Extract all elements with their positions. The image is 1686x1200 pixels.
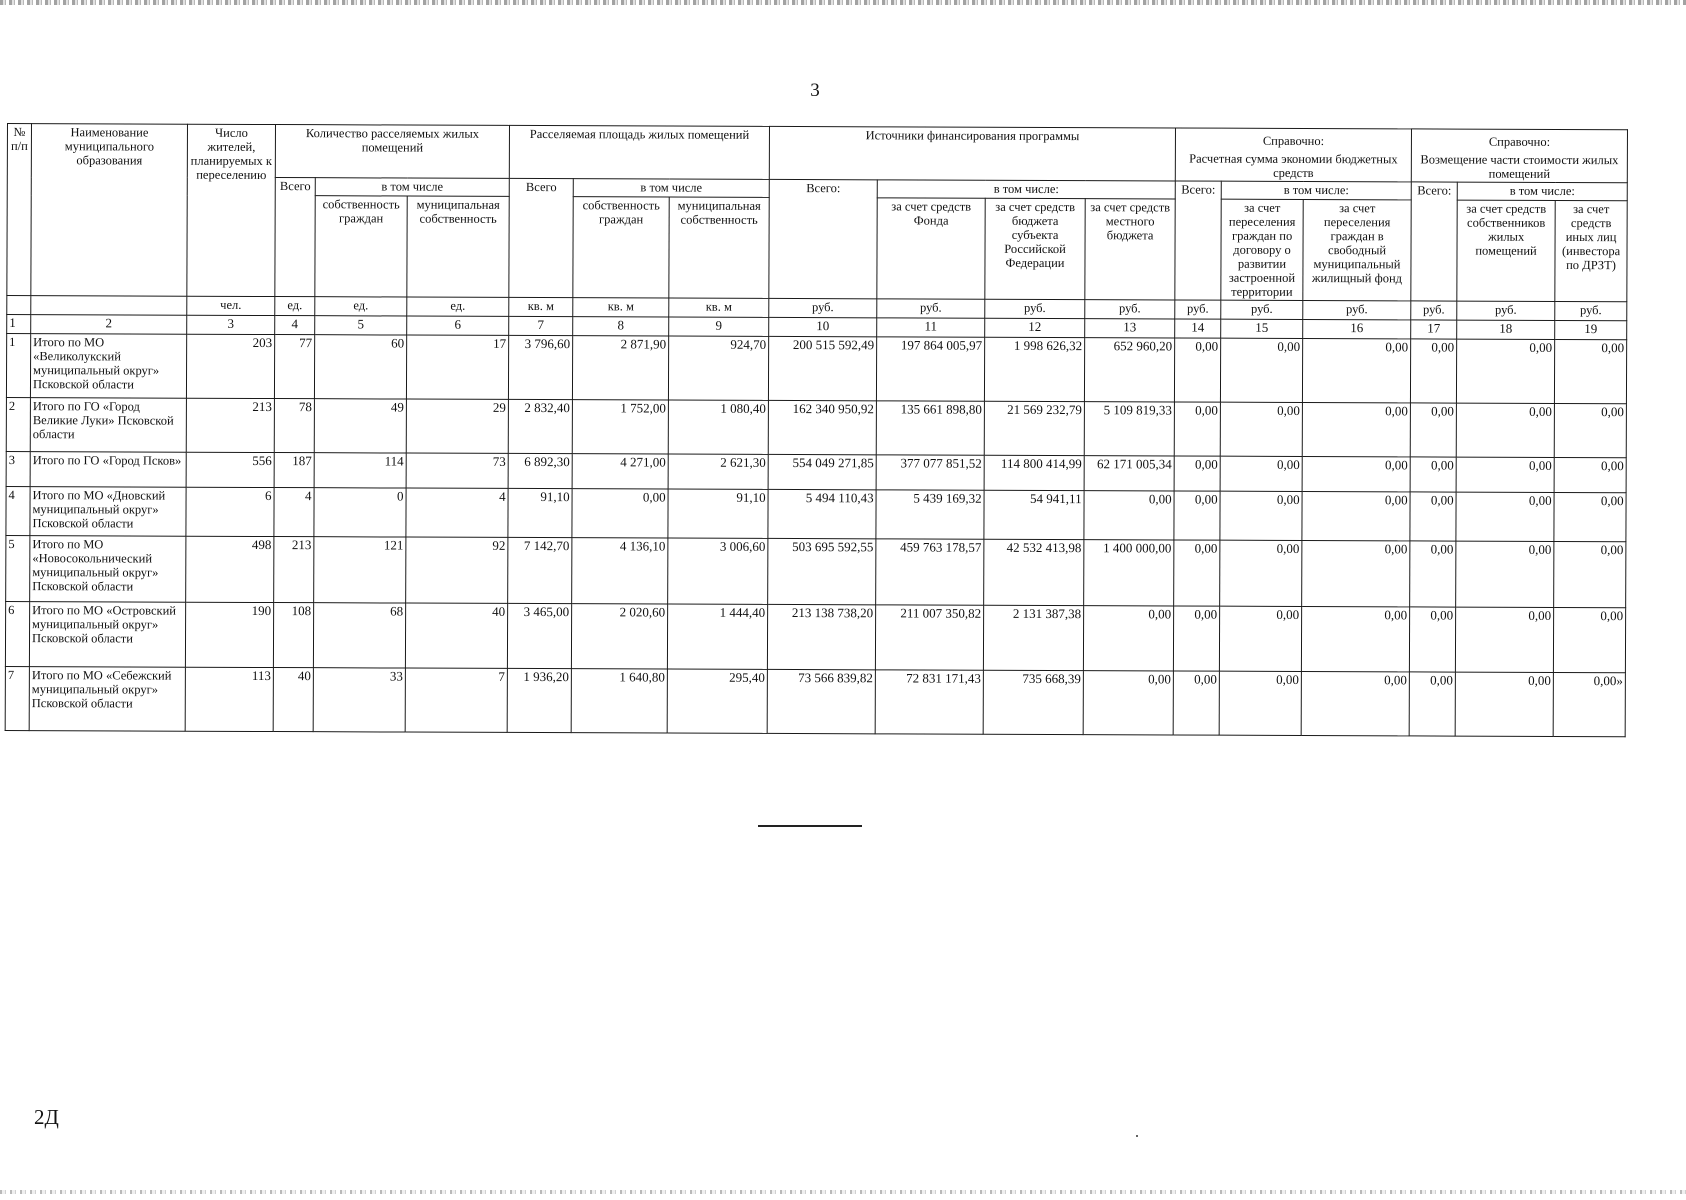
value-cell: 1 998 626,32 <box>984 337 1084 401</box>
value-cell: 295,40 <box>667 669 767 733</box>
value-cell: 3 006,60 <box>668 538 768 604</box>
value-cell: 4 136,10 <box>572 538 668 604</box>
value-cell: 0,00 <box>1455 672 1553 736</box>
row-number: 4 <box>6 486 30 535</box>
separator-line <box>758 825 862 827</box>
row-number: 1 <box>6 334 30 398</box>
value-cell: 0,00 <box>1220 491 1302 540</box>
value-cell: 0,00 <box>1301 606 1409 671</box>
header-area-including: в том числе <box>573 179 769 198</box>
unit-cell: кв. м <box>573 298 669 317</box>
column-number: 12 <box>985 318 1085 337</box>
unit-cell: руб. <box>1085 300 1175 319</box>
compensation-group-label: Возмещение части стоимости жилых помещений <box>1420 152 1619 181</box>
header-units-total: Всего <box>275 178 315 297</box>
value-cell: 78 <box>274 399 314 453</box>
header-funding-including: в том числе: <box>877 180 1175 199</box>
value-cell: 200 515 592,49 <box>768 336 876 400</box>
value-cell: 60 <box>314 335 406 399</box>
value-cell: 40 <box>273 668 313 732</box>
value-cell: 2 832,40 <box>508 399 572 453</box>
value-cell: 72 831 171,43 <box>875 670 983 734</box>
header-savings-total: Всего: <box>1175 181 1221 300</box>
header-area-group: Расселяемая площадь жилых помещений <box>509 125 769 179</box>
value-cell: 3 465,00 <box>507 603 571 668</box>
column-number: 17 <box>1411 320 1457 339</box>
value-cell: 2 131 387,38 <box>983 605 1083 670</box>
table-row <box>6 334 1626 404</box>
value-cell: 0,00 <box>1220 456 1302 491</box>
value-cell: 0,00 <box>1083 671 1173 735</box>
savings-group-label: Расчетная сумма экономии бюджетных средств <box>1189 151 1398 181</box>
value-cell: 5 439 169,32 <box>876 490 984 539</box>
column-number: 4 <box>275 316 315 335</box>
value-cell: 498 <box>186 536 274 602</box>
value-cell: 91,10 <box>668 489 768 538</box>
value-cell: 924,70 <box>668 336 768 400</box>
unit-cell: ед. <box>315 297 407 316</box>
value-cell: 0,00 <box>1302 456 1410 491</box>
value-cell: 0,00 <box>1410 339 1456 403</box>
column-number: 9 <box>669 317 769 336</box>
value-cell: 6 <box>186 487 274 536</box>
value-cell: 0,00 <box>1174 338 1220 402</box>
header-units-citizens: собственность граждан <box>315 196 407 297</box>
value-cell: 1 080,40 <box>668 400 768 454</box>
unit-cell: кв. м <box>509 297 573 316</box>
header-units-group: Количество расселяемых жилых помещений <box>275 125 509 179</box>
header-residents: Число жителей, планируемых к переселению <box>187 124 276 296</box>
value-cell: 0,00 <box>1456 541 1554 607</box>
value-cell: 4 <box>406 488 508 537</box>
value-cell: 0,00 <box>1174 491 1220 540</box>
value-cell: 0 <box>314 488 406 537</box>
table-row <box>5 666 1625 736</box>
value-cell: 0,00 <box>1174 456 1220 491</box>
value-cell: 0,00 <box>1084 491 1174 540</box>
value-cell: 2 871,90 <box>572 336 668 400</box>
value-cell: 0,00 <box>1219 671 1301 735</box>
value-cell: 1 640,80 <box>571 669 667 733</box>
scan-edge-top <box>0 0 1686 5</box>
unit-cell: ед. <box>407 297 509 316</box>
value-cell: 0,00 <box>1173 606 1219 671</box>
table-row <box>6 486 1626 541</box>
value-cell: 73 <box>406 453 508 488</box>
column-number: 16 <box>1303 319 1411 338</box>
scan-edge-bottom <box>0 1190 1686 1194</box>
header-compensation-total: Всего: <box>1411 182 1457 301</box>
value-cell: 0,00 <box>1456 457 1554 492</box>
value-cell: 0,00 <box>572 489 668 538</box>
value-cell: 7 142,70 <box>508 537 572 603</box>
table-row <box>6 397 1626 457</box>
row-number: 2 <box>6 397 30 451</box>
column-number: 8 <box>573 317 669 336</box>
header-units-municipal: муниципальная собственность <box>407 196 509 297</box>
column-number: 1 <box>7 315 31 334</box>
value-cell: 1 936,20 <box>507 668 571 732</box>
table-header <box>7 124 1628 340</box>
header-num: № п/п <box>7 124 32 296</box>
value-cell: 652 960,20 <box>1084 338 1174 402</box>
municipality-name: Итого по МО «Островский муниципальный округ» Псковской области <box>29 602 185 668</box>
table-row <box>6 535 1626 607</box>
value-cell: 0,00 <box>1083 606 1173 671</box>
municipality-name: Итого по МО «Себежский муниципальный округ» Псковской области <box>29 667 185 732</box>
unit-cell: руб. <box>1221 300 1303 319</box>
unit-cell: руб. <box>1303 300 1411 319</box>
column-number: 15 <box>1221 319 1303 338</box>
document-code: 2Д <box>34 1105 59 1129</box>
value-cell: 0,00 <box>1554 403 1626 457</box>
column-number: 13 <box>1085 319 1175 338</box>
value-cell: 211 007 350,82 <box>875 605 983 670</box>
value-cell: 3 796,60 <box>508 335 572 399</box>
column-number: 18 <box>1457 320 1555 339</box>
value-cell: 0,00 <box>1220 338 1302 402</box>
value-cell: 5 109 819,33 <box>1084 402 1174 456</box>
value-cell: 0,00 <box>1554 457 1626 492</box>
header-savings-including: в том числе: <box>1221 181 1411 200</box>
value-cell: 0,00 <box>1302 338 1410 402</box>
value-cell: 0,00 <box>1456 403 1554 457</box>
value-cell: 113 <box>185 667 273 731</box>
value-cell: 114 800 414,99 <box>984 455 1084 490</box>
table-row <box>5 601 1625 672</box>
unit-cell: руб. <box>985 299 1085 318</box>
value-cell: 554 049 271,85 <box>768 454 876 489</box>
column-number: 5 <box>315 316 407 335</box>
value-cell: 4 <box>274 488 314 537</box>
header-savings-group <box>1175 128 1411 182</box>
value-cell: 0,00 <box>1554 541 1626 607</box>
value-cell: 0,00 <box>1553 607 1625 672</box>
header-funding-group: Источники финансирования программы <box>769 126 1175 181</box>
value-cell: 91,10 <box>508 488 572 537</box>
value-cell: 197 864 005,97 <box>876 337 984 401</box>
value-cell: 2 621,30 <box>668 454 768 489</box>
header-regional-budget: за счет средств бюджета субъекта Российской Федерации <box>985 198 1085 299</box>
value-cell: 0,00» <box>1553 672 1625 736</box>
header-area-municipal: муниципальная собственность <box>669 197 769 298</box>
value-cell: 0,00 <box>1554 492 1626 541</box>
value-cell: 114 <box>314 453 406 488</box>
column-number: 10 <box>769 317 877 336</box>
value-cell: 0,00 <box>1220 402 1302 456</box>
value-cell: 42 532 413,98 <box>984 539 1084 605</box>
row-number: 6 <box>5 601 29 666</box>
value-cell: 0,00 <box>1302 491 1410 540</box>
value-cell: 1 444,40 <box>667 604 767 669</box>
value-cell: 0,00 <box>1410 457 1456 492</box>
municipality-name: Итого по МО «Дновский муниципальный округ» Псковской области <box>30 487 186 537</box>
value-cell: 0,00 <box>1410 403 1456 457</box>
value-cell: 73 566 839,82 <box>767 669 875 733</box>
municipality-name: Итого по ГО «Город Великие Луки» Псковской области <box>30 398 186 453</box>
value-cell: 1 752,00 <box>572 400 668 454</box>
value-cell: 213 <box>274 537 314 603</box>
unit-cell: руб. <box>769 298 877 317</box>
value-cell: 0,00 <box>1455 607 1553 672</box>
unit-cell: кв. м <box>669 298 769 317</box>
value-cell: 0,00 <box>1220 540 1302 606</box>
value-cell: 0,00 <box>1554 339 1626 403</box>
value-cell: 190 <box>185 602 273 667</box>
value-cell: 49 <box>314 399 406 453</box>
header-local-budget: за счет средств местного бюджета <box>1085 199 1175 300</box>
value-cell: 213 138 738,20 <box>767 604 875 669</box>
relocation-table <box>5 123 1628 737</box>
header-relocation-free-fund: за счет переселения граждан в свободный муниципальный жилищный фонд <box>1303 199 1411 300</box>
value-cell: 0,00 <box>1301 671 1409 735</box>
value-cell: 1 400 000,00 <box>1084 540 1174 606</box>
value-cell: 377 077 851,52 <box>876 455 984 490</box>
municipality-name: Итого по ГО «Город Псков» <box>30 452 186 488</box>
value-cell: 0,00 <box>1174 402 1220 456</box>
header-area-citizens: собственность граждан <box>573 197 669 298</box>
header-relocation-contract: за счет переселения граждан по договору о развитии застроенной территории <box>1221 199 1303 300</box>
row-number: 3 <box>6 451 30 486</box>
value-cell: 0,00 <box>1456 339 1554 403</box>
header-area-total: Всего <box>509 178 573 297</box>
header-name: Наименование муниципального образования <box>31 124 188 297</box>
savings-group-title: Справочно: <box>1262 133 1325 149</box>
unit-cell: чел. <box>187 296 275 315</box>
value-cell: 108 <box>273 603 313 668</box>
value-cell: 735 668,39 <box>983 670 1083 734</box>
value-cell: 135 661 898,80 <box>876 401 984 455</box>
value-cell: 203 <box>186 334 274 398</box>
value-cell: 0,00 <box>1302 540 1410 606</box>
scan-speck <box>1136 1135 1138 1137</box>
value-cell: 0,00 <box>1173 671 1219 735</box>
header-owners-funds: за счет средств собственников жилых помещений <box>1457 200 1555 301</box>
value-cell: 7 <box>405 668 507 732</box>
value-cell: 21 569 232,79 <box>984 401 1084 455</box>
value-cell: 556 <box>186 452 274 487</box>
value-cell: 0,00 <box>1410 541 1456 607</box>
value-cell: 0,00 <box>1409 672 1455 736</box>
value-cell: 5 494 110,43 <box>768 489 876 538</box>
value-cell: 459 763 178,57 <box>876 539 984 605</box>
unit-cell: руб. <box>877 299 985 318</box>
value-cell: 92 <box>406 537 508 603</box>
column-number: 19 <box>1555 320 1627 339</box>
value-cell: 54 941,11 <box>984 490 1084 539</box>
unit-cell: руб. <box>1555 301 1627 320</box>
value-cell: 0,00 <box>1410 492 1456 541</box>
value-cell: 33 <box>313 668 405 732</box>
value-cell: 77 <box>274 335 314 399</box>
unit-cell: ед. <box>275 297 315 316</box>
municipality-name: Итого по МО «Великолукский муниципальный округ» Псковской области <box>30 334 186 399</box>
row-number: 7 <box>5 666 29 730</box>
column-number: 6 <box>407 316 509 335</box>
header-other-persons: за счет средств иных лиц (инвестора по ДРЗТ) <box>1555 200 1627 301</box>
column-number: 14 <box>1175 319 1221 338</box>
municipality-name: Итого по МО «Новосокольнический муниципальный округ» Псковской области <box>30 536 186 603</box>
unit-cell: руб. <box>1175 300 1221 319</box>
value-cell: 0,00 <box>1219 606 1301 671</box>
header-compensation-including: в том числе: <box>1457 182 1627 201</box>
value-cell: 0,00 <box>1302 402 1410 456</box>
value-cell: 187 <box>274 453 314 488</box>
column-number: 11 <box>877 318 985 337</box>
column-number: 2 <box>31 315 187 335</box>
unit-cell: руб. <box>1411 301 1457 320</box>
value-cell: 6 892,30 <box>508 453 572 488</box>
value-cell: 213 <box>186 398 274 452</box>
value-cell: 121 <box>314 537 406 603</box>
column-number: 7 <box>509 316 573 335</box>
value-cell: 68 <box>313 603 405 668</box>
value-cell: 62 171 005,34 <box>1084 456 1174 491</box>
table-body <box>5 334 1627 737</box>
header-funding-total: Всего: <box>769 179 877 298</box>
value-cell: 162 340 950,92 <box>768 400 876 454</box>
value-cell: 503 695 592,55 <box>768 538 876 604</box>
column-number: 3 <box>187 315 275 334</box>
value-cell: 0,00 <box>1409 607 1455 672</box>
unit-cell: руб. <box>1457 301 1555 320</box>
header-fund: за счет средств Фонда <box>877 198 985 299</box>
value-cell: 4 271,00 <box>572 454 668 489</box>
compensation-group-title: Справочно: <box>1488 134 1551 149</box>
value-cell: 17 <box>406 335 508 399</box>
page-number: 3 <box>810 80 820 101</box>
row-number: 5 <box>6 535 30 601</box>
value-cell: 40 <box>405 603 507 668</box>
value-cell: 0,00 <box>1456 492 1554 541</box>
value-cell: 0,00 <box>1174 540 1220 606</box>
header-units-including: в том числе <box>315 178 509 197</box>
header-compensation-group <box>1411 129 1627 183</box>
value-cell: 2 020,60 <box>571 604 667 669</box>
value-cell: 29 <box>406 399 508 453</box>
